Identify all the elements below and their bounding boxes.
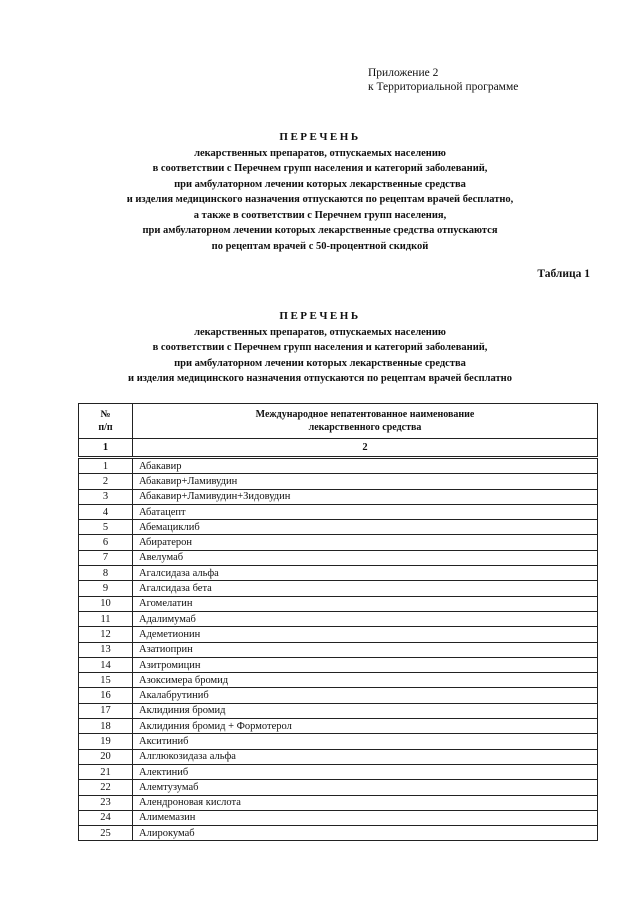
row-number: 10 xyxy=(79,596,133,611)
row-number: 4 xyxy=(79,504,133,519)
row-number: 1 xyxy=(79,458,133,474)
row-number: 3 xyxy=(79,489,133,504)
drug-name: Аклидиния бромид xyxy=(133,703,598,718)
table-heading xyxy=(0,309,640,387)
table-heading-line: в соответствии с Перечнем групп населения и категорий заболеваний, xyxy=(152,342,488,353)
heading-title: ПЕРЕЧЕНЬ xyxy=(279,131,361,143)
table-row xyxy=(79,642,598,657)
header-name-line-2: лекарственного средства xyxy=(308,422,422,433)
row-number: 19 xyxy=(79,734,133,749)
table-row xyxy=(79,749,598,764)
drug-name: Агалсидаза бета xyxy=(133,581,598,596)
drug-name: Аклидиния бромид + Формотерол xyxy=(133,719,598,734)
table-row xyxy=(79,504,598,519)
drug-name: Абиратерон xyxy=(133,535,598,550)
row-number: 15 xyxy=(79,673,133,688)
table-row xyxy=(79,764,598,779)
table-row xyxy=(79,627,598,642)
table-row xyxy=(79,703,598,718)
header-name-line-1: Международное непатентованное наименование xyxy=(255,409,475,420)
table-heading-line: при амбулаторном лечении которых лекарственные средства xyxy=(174,357,466,369)
drug-name: Алглюкозидаза альфа xyxy=(133,749,598,764)
appendix-line-2: к Территориальной программе xyxy=(368,81,519,93)
row-number: 2 xyxy=(79,474,133,489)
row-number: 23 xyxy=(79,795,133,810)
table-row xyxy=(79,719,598,734)
drug-name: Алимемазин xyxy=(133,810,598,825)
table-row xyxy=(79,657,598,672)
row-number: 20 xyxy=(79,749,133,764)
drug-name: Адеметионин xyxy=(133,627,598,642)
table-row xyxy=(79,810,598,825)
column-number-1: 1 xyxy=(79,439,133,458)
row-number: 6 xyxy=(79,535,133,550)
heading-line: в соответствии с Перечнем групп населения и категорий заболеваний, xyxy=(152,163,488,174)
drug-name: Адалимумаб xyxy=(133,611,598,626)
drug-name: Абатацепт xyxy=(133,504,598,519)
table-row xyxy=(79,581,598,596)
header-number-line-1: № xyxy=(100,409,111,420)
row-number: 18 xyxy=(79,719,133,734)
table-heading-line: и изделия медицинского назначения отпускаются по рецептам врачей бесплатно xyxy=(128,373,512,384)
row-number: 13 xyxy=(79,642,133,657)
row-number: 12 xyxy=(79,627,133,642)
drug-name: Алектиниб xyxy=(133,764,598,779)
appendix-reference xyxy=(368,66,518,94)
row-number: 17 xyxy=(79,703,133,718)
drug-name: Агомелатин xyxy=(133,596,598,611)
table-row xyxy=(79,489,598,504)
drug-name: Азоксимера бромид xyxy=(133,673,598,688)
drug-name: Абакавир+Ламивудин+Зидовудин xyxy=(133,489,598,504)
row-number: 25 xyxy=(79,826,133,841)
heading-line: лекарственных препаратов, отпускаемых населению xyxy=(194,147,446,159)
header-number-column xyxy=(79,404,133,439)
table-row xyxy=(79,520,598,535)
row-number: 14 xyxy=(79,657,133,672)
row-number: 22 xyxy=(79,780,133,795)
table-row xyxy=(79,826,598,841)
drug-name: Абакавир xyxy=(133,458,598,474)
heading-line: а также в соответствии с Перечнем групп населения, xyxy=(193,209,447,221)
row-number: 7 xyxy=(79,550,133,565)
drug-name: Авелумаб xyxy=(133,550,598,565)
table-row xyxy=(79,795,598,810)
drug-name: Алендроновая кислота xyxy=(133,795,598,810)
table-heading-line: лекарственных препаратов, отпускаемых населению xyxy=(194,326,446,338)
drug-name: Алемтузумаб xyxy=(133,780,598,795)
drug-name: Абакавир+Ламивудин xyxy=(133,474,598,489)
row-number: 11 xyxy=(79,611,133,626)
drug-name: Акситиниб xyxy=(133,734,598,749)
column-number-row xyxy=(79,439,598,458)
table-label: Таблица 1 xyxy=(537,268,590,280)
drug-name: Азитромицин xyxy=(133,657,598,672)
table-header-row xyxy=(79,404,598,439)
drug-name: Азатиоприн xyxy=(133,642,598,657)
heading-line: по рецептам врачей с 50-процентной скидкой xyxy=(211,240,429,252)
row-number: 9 xyxy=(79,581,133,596)
row-number: 24 xyxy=(79,810,133,825)
column-number-2: 2 xyxy=(133,439,598,458)
table-row xyxy=(79,566,598,581)
header-name-column xyxy=(133,404,598,439)
drug-name: Агалсидаза альфа xyxy=(133,566,598,581)
table-heading-title: ПЕРЕЧЕНЬ xyxy=(279,310,361,322)
table-row xyxy=(79,474,598,489)
table-row xyxy=(79,734,598,749)
row-number: 16 xyxy=(79,688,133,703)
header-number-line-2: п/п xyxy=(98,422,113,433)
table-row xyxy=(79,780,598,795)
table-row xyxy=(79,458,598,474)
drug-name: Абемациклиб xyxy=(133,520,598,535)
heading-line: при амбулаторном лечении которых лекарственные средства xyxy=(174,178,466,190)
heading-line: и изделия медицинского назначения отпускаются по рецептам врачей бесплатно, xyxy=(126,194,514,205)
document-heading xyxy=(0,130,640,254)
drug-name: Алирокумаб xyxy=(133,826,598,841)
drug-list-table xyxy=(78,403,598,841)
row-number: 8 xyxy=(79,566,133,581)
table-row xyxy=(79,596,598,611)
table-row xyxy=(79,535,598,550)
row-number: 5 xyxy=(79,520,133,535)
appendix-line-1: Приложение 2 xyxy=(368,67,439,79)
heading-line: при амбулаторном лечении которых лекарственные средства отпускаются xyxy=(142,225,498,236)
drug-name: Акалабрутиниб xyxy=(133,688,598,703)
table-row xyxy=(79,550,598,565)
row-number: 21 xyxy=(79,764,133,779)
table-row xyxy=(79,688,598,703)
table-row xyxy=(79,673,598,688)
table-row xyxy=(79,611,598,626)
